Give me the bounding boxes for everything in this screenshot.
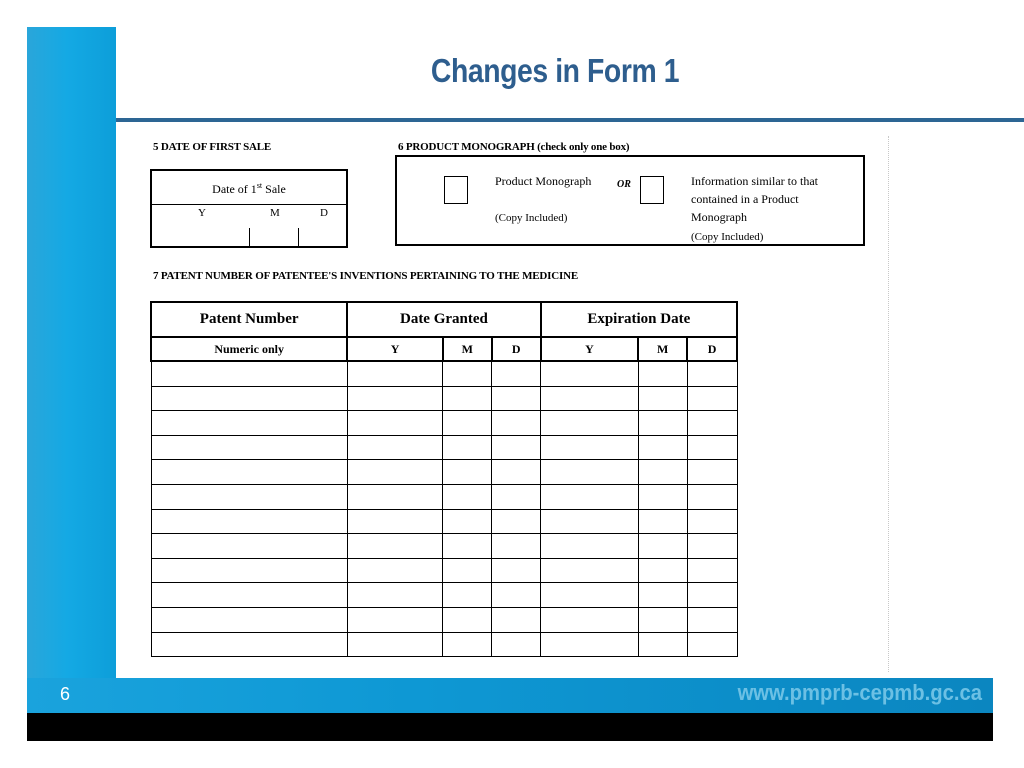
product-monograph-label: Product Monograph (495, 174, 592, 188)
granted-day-cell[interactable] (492, 484, 541, 509)
section-6-label: 6 PRODUCT MONOGRAPH (check only one box) (398, 141, 630, 153)
date-of-first-sale-box (150, 169, 348, 248)
expiration-day-subheader: D (687, 337, 737, 361)
granted-month-cell[interactable] (443, 361, 492, 386)
similar-info-line1: Information similar to that (691, 174, 818, 188)
section-7-label: 7 PATENT NUMBER OF PATENTEE'S INVENTIONS PERTAINING TO THE MEDICINE (153, 270, 578, 282)
expiration-day-cell[interactable] (687, 558, 737, 583)
granted-year-cell[interactable] (347, 484, 443, 509)
patent-number-cell[interactable] (151, 386, 347, 411)
numeric-only-subheader: Numeric only (151, 337, 347, 361)
granted-month-cell[interactable] (443, 583, 492, 608)
page-number: 6 (60, 684, 71, 704)
expiration-day-cell[interactable] (687, 534, 737, 559)
expiration-day-cell[interactable] (687, 435, 737, 460)
table-row (151, 435, 737, 460)
granted-month-cell[interactable] (443, 632, 492, 657)
granted-day-cell[interactable] (492, 361, 541, 386)
granted-month-cell[interactable] (443, 411, 492, 436)
expiration-month-cell[interactable] (638, 583, 687, 608)
expiration-month-subheader: M (638, 337, 687, 361)
granted-year-cell[interactable] (347, 460, 443, 485)
expiration-year-cell[interactable] (541, 534, 639, 559)
expiration-month-cell[interactable] (638, 386, 687, 411)
patent-table (150, 301, 738, 657)
table-row (151, 484, 737, 509)
patent-number-header: Patent Number (151, 302, 347, 337)
granted-day-cell[interactable] (492, 460, 541, 485)
table-row (151, 534, 737, 559)
patent-number-cell[interactable] (151, 411, 347, 436)
granted-year-cell[interactable] (347, 583, 443, 608)
granted-month-cell[interactable] (443, 484, 492, 509)
granted-year-cell[interactable] (347, 558, 443, 583)
patent-number-cell[interactable] (151, 534, 347, 559)
table-row (151, 632, 737, 657)
expiration-month-cell[interactable] (638, 484, 687, 509)
expiration-month-cell[interactable] (638, 435, 687, 460)
expiration-date-header: Expiration Date (541, 302, 737, 337)
product-monograph-checkbox[interactable] (444, 176, 468, 204)
granted-year-cell[interactable] (347, 632, 443, 657)
first-sale-year-label: Y (198, 207, 206, 219)
expiration-year-cell[interactable] (541, 435, 639, 460)
granted-day-cell[interactable] (492, 509, 541, 534)
similar-information-checkbox[interactable] (640, 176, 664, 204)
first-sale-date-input[interactable] (152, 227, 346, 246)
similar-info-line3: Monograph (691, 210, 747, 224)
expiration-year-cell[interactable] (541, 361, 639, 386)
table-row (151, 411, 737, 436)
expiration-month-cell[interactable] (638, 460, 687, 485)
expiration-day-cell[interactable] (687, 583, 737, 608)
table-row (151, 361, 737, 386)
table-row (151, 509, 737, 534)
expiration-year-cell[interactable] (541, 607, 639, 632)
granted-month-cell[interactable] (443, 509, 492, 534)
expiration-day-cell[interactable] (687, 361, 737, 386)
granted-month-cell[interactable] (443, 534, 492, 559)
granted-month-cell[interactable] (443, 607, 492, 632)
or-label: OR (617, 179, 631, 190)
granted-month-cell[interactable] (443, 386, 492, 411)
expiration-month-cell[interactable] (638, 411, 687, 436)
expiration-month-cell[interactable] (638, 558, 687, 583)
expiration-month-cell[interactable] (638, 632, 687, 657)
granted-year-cell[interactable] (347, 509, 443, 534)
expiration-month-cell[interactable] (638, 509, 687, 534)
patent-number-cell[interactable] (151, 361, 347, 386)
granted-year-cell[interactable] (347, 411, 443, 436)
product-monograph-note: (Copy Included) (495, 212, 568, 224)
granted-day-cell[interactable] (492, 607, 541, 632)
table-row (151, 460, 737, 485)
granted-year-cell[interactable] (347, 435, 443, 460)
similar-info-note: (Copy Included) (691, 231, 764, 243)
expiration-day-cell[interactable] (687, 411, 737, 436)
expiration-month-cell[interactable] (638, 361, 687, 386)
granted-day-cell[interactable] (492, 435, 541, 460)
granted-day-subheader: D (492, 337, 541, 361)
date-granted-header: Date Granted (347, 302, 540, 337)
footer-url: www.pmprb-cepmb.gc.ca (737, 680, 982, 705)
granted-year-cell[interactable] (347, 534, 443, 559)
granted-month-cell[interactable] (443, 460, 492, 485)
expiration-day-cell[interactable] (687, 632, 737, 657)
granted-year-cell[interactable] (347, 361, 443, 386)
expiration-month-cell[interactable] (638, 607, 687, 632)
expiration-year-cell[interactable] (541, 411, 639, 436)
footer-black-bar (27, 713, 993, 741)
table-row (151, 607, 737, 632)
expiration-year-cell[interactable] (541, 509, 639, 534)
patent-rows (151, 361, 737, 657)
date-of-first-sale-title: Date of 1st Sale (152, 171, 346, 205)
expiration-year-subheader: Y (541, 337, 639, 361)
granted-year-subheader: Y (347, 337, 443, 361)
expiration-month-cell[interactable] (638, 534, 687, 559)
granted-month-cell[interactable] (443, 558, 492, 583)
similar-info-line2: contained in a Product (691, 192, 799, 206)
expiration-year-cell[interactable] (541, 632, 639, 657)
patent-number-cell[interactable] (151, 607, 347, 632)
granted-year-cell[interactable] (347, 607, 443, 632)
expiration-year-cell[interactable] (541, 558, 639, 583)
expiration-year-cell[interactable] (541, 583, 639, 608)
patent-number-cell[interactable] (151, 484, 347, 509)
granted-month-cell[interactable] (443, 435, 492, 460)
table-row (151, 386, 737, 411)
expiration-year-cell[interactable] (541, 484, 639, 509)
patent-number-cell[interactable] (151, 460, 347, 485)
expiration-day-cell[interactable] (687, 460, 737, 485)
granted-day-cell[interactable] (492, 534, 541, 559)
granted-day-cell[interactable] (492, 411, 541, 436)
granted-month-subheader: M (443, 337, 492, 361)
granted-day-cell[interactable] (492, 632, 541, 657)
expiration-day-cell[interactable] (687, 386, 737, 411)
patent-number-cell[interactable] (151, 509, 347, 534)
product-monograph-box (395, 155, 865, 246)
patent-number-cell[interactable] (151, 435, 347, 460)
granted-day-cell[interactable] (492, 558, 541, 583)
section-5-label: 5 DATE OF FIRST SALE (153, 141, 272, 153)
expiration-year-cell[interactable] (541, 460, 639, 485)
table-row (151, 583, 737, 608)
patent-number-cell[interactable] (151, 558, 347, 583)
granted-day-cell[interactable] (492, 583, 541, 608)
first-sale-month-label: M (270, 207, 280, 219)
expiration-year-cell[interactable] (541, 386, 639, 411)
patent-number-cell[interactable] (151, 632, 347, 657)
patent-number-cell[interactable] (151, 583, 347, 608)
vertical-guide (888, 136, 889, 672)
expiration-day-cell[interactable] (687, 607, 737, 632)
sidebar-band (27, 27, 116, 713)
title-rule (116, 118, 1024, 122)
granted-day-cell[interactable] (492, 386, 541, 411)
expiration-day-cell[interactable] (687, 509, 737, 534)
table-row (151, 558, 737, 583)
first-sale-day-label: D (320, 207, 328, 219)
expiration-day-cell[interactable] (687, 484, 737, 509)
granted-year-cell[interactable] (347, 386, 443, 411)
slide-title: Changes in Form 1 (430, 52, 680, 89)
